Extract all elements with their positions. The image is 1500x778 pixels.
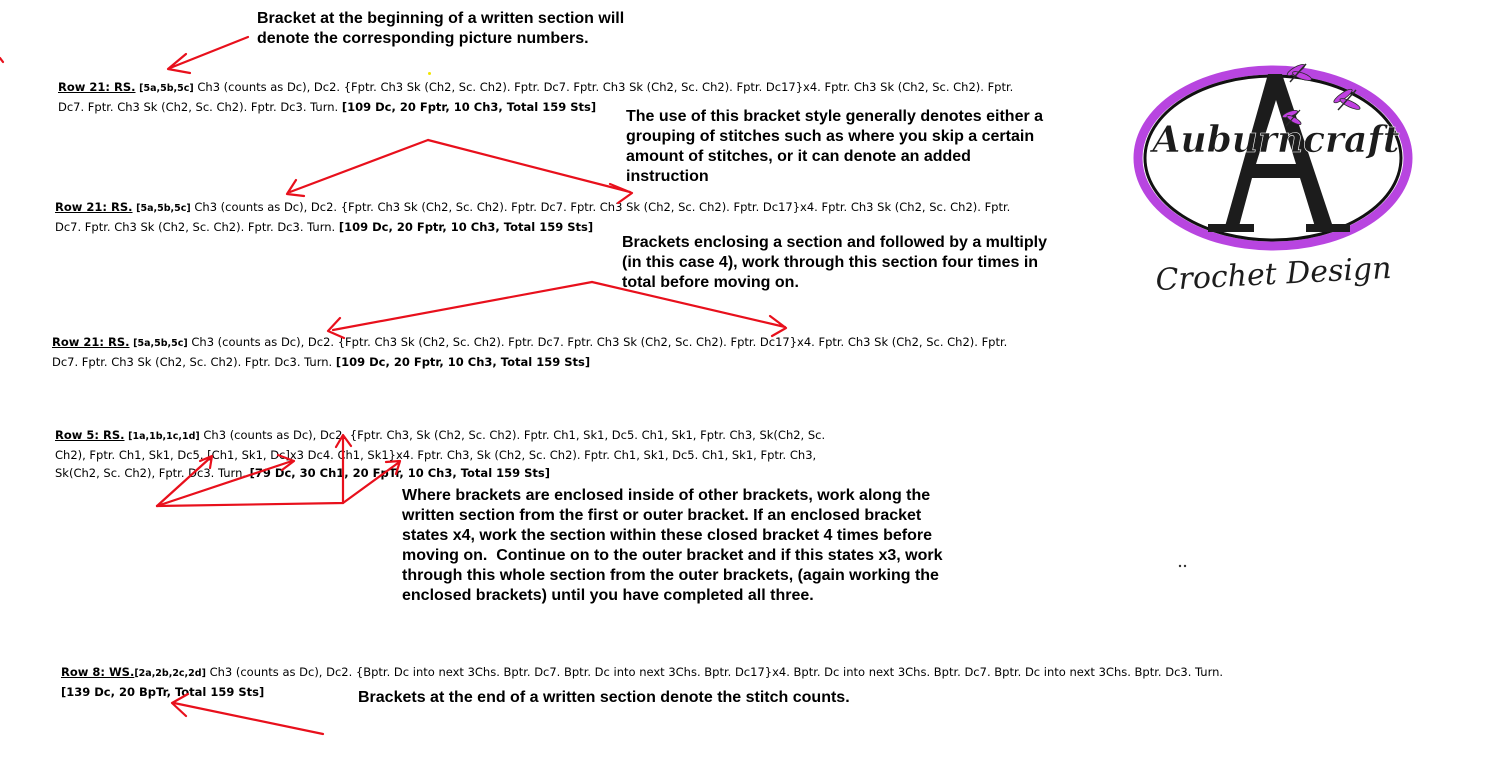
row-text: Ch3 (counts as Dc), Dc2. {Fptr. Ch3 Sk (Ch2, Sc. Ch2). Fptr. Dc7. Fptr. Ch3 Sk (Ch2, Sc. Ch2). Fptr. Dc17}x4. Fptr. Ch3 Sk (Ch2, Sc. Ch2). Fptr. — [193, 80, 1014, 94]
row-text: Dc7. Fptr. Ch3 Sk (Ch2, Sc. Ch2). Fptr. Dc3. Turn. — [55, 220, 339, 234]
note-multiply-bracket: Brackets enclosing a section and followed by a multiply (in this case 4), work through this section four times in total before moving on. — [622, 234, 1047, 291]
stitch-count: [109 Dc, 20 Fptr, 10 Ch3, Total 159 Sts] — [341, 100, 597, 114]
arrow-grouping-left — [287, 140, 428, 196]
stitch-count: [109 Dc, 20 Fptr, 10 Ch3, Total 159 Sts] — [338, 220, 594, 234]
yellow-dot — [428, 72, 431, 75]
stitch-count: [109 Dc, 20 Fptr, 10 Ch3, Total 159 Sts] — [335, 355, 591, 369]
arrow-picture-numbers — [168, 37, 248, 73]
row-label: Row 21: RS. — [55, 200, 133, 214]
picture-numbers: [5a,5b,5c] — [139, 83, 194, 94]
edge-mark — [0, 58, 3, 62]
picture-numbers: [1a,1b,1c,1d] — [128, 431, 200, 442]
pattern-row-21-a — [58, 78, 1013, 116]
stitch-count: [79 Dc, 30 Ch1, 20 FpTr, 10 Ch3, Total 159 Sts] — [249, 466, 551, 480]
pattern-row-8 — [61, 663, 1223, 701]
pattern-row-21-b — [55, 198, 1010, 236]
row-text: Ch3 (counts as Dc), Dc2. {Fptr. Ch3 Sk (Ch2, Sc. Ch2). Fptr. Dc7. Fptr. Ch3 Sk (Ch2, Sc. Ch2). Fptr. Dc17}x4. Fptr. Ch3 Sk (Ch2, Sc. Ch2). Fptr. — [187, 335, 1008, 349]
row-text: Ch3 (counts as Dc), Dc2. {Fptr. Ch3 Sk (Ch2, Sc. Ch2). Fptr. Dc7. Fptr. Ch3 Sk (Ch2, Sc. Ch2). Fptr. Dc17}x4. Fptr. Ch3 Sk (Ch2, Sc. Ch2). Fptr. — [190, 200, 1011, 214]
row-label: Row 5: RS. — [55, 428, 125, 442]
logo-tagline-text: Crochet Design — [1154, 250, 1393, 299]
row-text: Ch3 (counts as Dc), Dc2. {Fptr. Ch3, Sk (Ch2, Sc. Ch2). Fptr. Ch1, Sk1, Dc5. Ch1, Sk1, Fptr. Ch3, Sk(Ch2, Sc. — [199, 428, 826, 442]
note-stitch-counts: Brackets at the end of a written section denote the stitch counts. — [358, 689, 850, 706]
picture-numbers: [5a,5b,5c] — [136, 203, 191, 214]
row-text: Dc7. Fptr. Ch3 Sk (Ch2, Sc. Ch2). Fptr. Dc3. Turn. — [58, 100, 342, 114]
row-label: Row 8: WS. — [61, 665, 135, 679]
pattern-row-5 — [55, 426, 825, 482]
arrow-multiply-left — [328, 282, 592, 338]
row-label: Row 21: RS. — [58, 80, 136, 94]
note-grouping-bracket: The use of this bracket style generally denotes either a grouping of stitches such as where you skip a certain amount of stitches, or it can denote an added instruction — [626, 108, 1044, 185]
stitch-count: [139 Dc, 20 BpTr, Total 159 Sts] — [61, 685, 265, 699]
note-nested-brackets: Where brackets are enclosed inside of other brackets, work along the written section from the first or outer bracket. If an enclosed bracket states x4, work the section within these closed bracket 4 times before moving on. Continue on to the outer bracket and if this states x3, work through this whole section from the outer brackets, (again working the enclosed brackets) until you have completed all three. — [402, 487, 943, 604]
row-text: Ch3 (counts as Dc), Dc2. {Bptr. Dc into next 3Chs. Bptr. Dc7. Bptr. Dc into next 3Chs. Bptr. Dc17}x4. Bptr. Dc into next 3Chs. Bptr. Dc7. Bptr. Dc into next 3Chs. Bptr. Dc3. Turn. — [205, 665, 1224, 679]
arrow-grouping-right — [428, 140, 632, 203]
row-text: Sk(Ch2, Sc. Ch2), Fptr. Dc3. Turn. — [55, 466, 250, 480]
row-label: Row 21: RS. — [52, 335, 130, 349]
logo-brand-text: Auburncraft — [1152, 119, 1400, 161]
row-text: Dc7. Fptr. Ch3 Sk (Ch2, Sc. Ch2). Fptr. Dc3. Turn. — [52, 355, 336, 369]
picture-numbers: [5a,5b,5c] — [133, 338, 188, 349]
picture-numbers: [2a,2b,2c,2d] — [134, 668, 206, 679]
note-picture-numbers: Bracket at the beginning of a written section will denote the corresponding picture numbers. — [257, 10, 625, 47]
auburncraft-logo — [1130, 52, 1430, 302]
pattern-row-21-c — [52, 333, 1007, 371]
row-text: Ch2), Fptr. Ch1, Sk1, Dc5. [Ch1, Sk1, Dc]x3 Dc4. Ch1, Sk1}x4. Fptr. Ch3, Sk (Ch2, Sc. Ch2). Fptr. Ch1, Sk1, Dc5. Ch1, Sk1, Fptr. Ch3, — [55, 448, 817, 462]
